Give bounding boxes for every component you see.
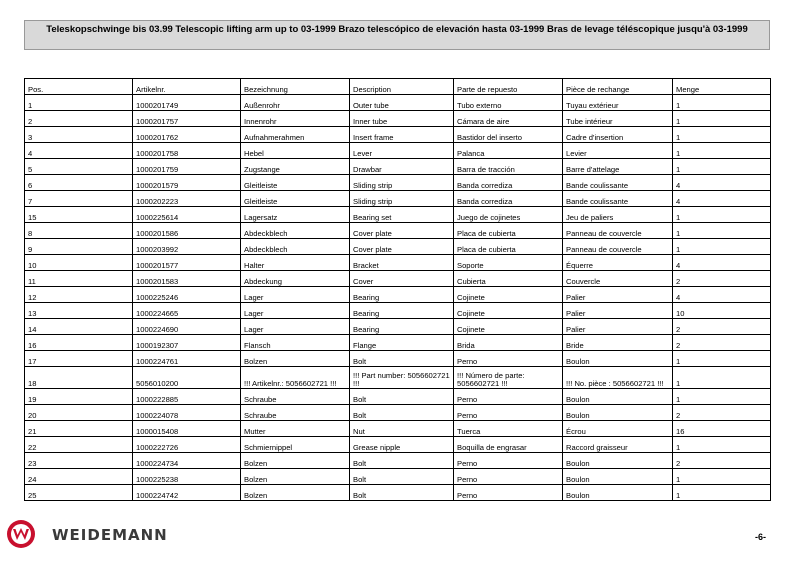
table-cell: Grease nipple (350, 437, 454, 453)
table-cell: Bolt (350, 453, 454, 469)
table-cell: 1000224665 (133, 303, 241, 319)
column-header: Artikelnr. (133, 79, 241, 95)
table-cell: 1 (673, 389, 771, 405)
table-row (25, 469, 771, 485)
table-cell: 1 (673, 111, 771, 127)
table-cell: Perno (454, 389, 563, 405)
column-header: Parte de repuesto (454, 79, 563, 95)
table-cell: Cadre d'insertion (563, 127, 673, 143)
table-row (25, 127, 771, 143)
table-cell: 1000224742 (133, 485, 241, 501)
parts-table-body (25, 95, 771, 501)
table-row (25, 239, 771, 255)
table-cell: Cubierta (454, 271, 563, 287)
column-header: Pièce de rechange (563, 79, 673, 95)
table-cell: 14 (25, 319, 133, 335)
table-cell: Boulon (563, 485, 673, 501)
table-cell: Soporte (454, 255, 563, 271)
table-cell: Tube intérieur (563, 111, 673, 127)
table-cell: 13 (25, 303, 133, 319)
table-cell: Perno (454, 453, 563, 469)
table-cell: Panneau de couvercle (563, 239, 673, 255)
table-row (25, 287, 771, 303)
table-cell: 1000202223 (133, 191, 241, 207)
table-cell: !!! No. pièce : 5056602721 !!! (563, 367, 673, 389)
table-cell: 1000224078 (133, 405, 241, 421)
table-cell: Bearing (350, 319, 454, 335)
table-cell: Lager (241, 303, 350, 319)
table-cell: 5056010200 (133, 367, 241, 389)
table-cell: 1000201577 (133, 255, 241, 271)
table-cell: Bracket (350, 255, 454, 271)
table-cell: Cojinete (454, 319, 563, 335)
table-cell: Flansch (241, 335, 350, 351)
table-cell: Gleitleiste (241, 191, 350, 207)
table-cell: 15 (25, 207, 133, 223)
table-cell: Cover (350, 271, 454, 287)
table-cell: Zugstange (241, 159, 350, 175)
table-cell: Écrou (563, 421, 673, 437)
table-row (25, 223, 771, 239)
table-cell: 4 (25, 143, 133, 159)
column-header: Bezeichnung (241, 79, 350, 95)
table-cell: Boulon (563, 469, 673, 485)
table-cell: Bolzen (241, 469, 350, 485)
table-row (25, 95, 771, 111)
table-cell: 1000201758 (133, 143, 241, 159)
table-cell: Perno (454, 351, 563, 367)
table-cell: Bolzen (241, 351, 350, 367)
table-cell: Cámara de aire (454, 111, 563, 127)
table-row (25, 389, 771, 405)
table-row (25, 207, 771, 223)
table-row (25, 367, 771, 389)
table-row (25, 143, 771, 159)
table-cell: 1 (673, 351, 771, 367)
table-cell: 2 (673, 453, 771, 469)
table-cell: 1 (673, 223, 771, 239)
table-cell: 4 (673, 175, 771, 191)
table-cell: Perno (454, 485, 563, 501)
table-cell: Bolzen (241, 453, 350, 469)
table-cell: 2 (25, 111, 133, 127)
table-cell: Bastidor del inserto (454, 127, 563, 143)
table-cell: 1000201757 (133, 111, 241, 127)
table-cell: 1 (673, 367, 771, 389)
table-cell: 25 (25, 485, 133, 501)
table-cell: 9 (25, 239, 133, 255)
table-cell: Gleitleiste (241, 175, 350, 191)
table-cell: 24 (25, 469, 133, 485)
table-cell: 1000203992 (133, 239, 241, 255)
table-cell: Nut (350, 421, 454, 437)
table-cell: 10 (673, 303, 771, 319)
table-cell: Bearing (350, 303, 454, 319)
table-cell: Bolt (350, 351, 454, 367)
table-cell: 18 (25, 367, 133, 389)
table-row (25, 303, 771, 319)
table-cell: 1000225246 (133, 287, 241, 303)
table-cell: 1 (673, 239, 771, 255)
table-cell: 11 (25, 271, 133, 287)
table-row (25, 159, 771, 175)
table-cell: Abdeckblech (241, 223, 350, 239)
table-row (25, 255, 771, 271)
table-cell: Panneau de couvercle (563, 223, 673, 239)
table-cell: 1000192307 (133, 335, 241, 351)
table-cell: Bande coulissante (563, 175, 673, 191)
column-header: Description (350, 79, 454, 95)
parts-table-header (25, 79, 771, 95)
table-cell: Perno (454, 405, 563, 421)
table-cell: 5 (25, 159, 133, 175)
table-cell: 4 (673, 287, 771, 303)
table-cell: Cojinete (454, 287, 563, 303)
table-cell: Juego de cojinetes (454, 207, 563, 223)
table-cell: 1 (673, 127, 771, 143)
table-cell: Tuyau extérieur (563, 95, 673, 111)
table-cell: Jeu de paliers (563, 207, 673, 223)
table-cell: 2 (673, 405, 771, 421)
table-cell: Lever (350, 143, 454, 159)
table-cell: Outer tube (350, 95, 454, 111)
table-cell: Hebel (241, 143, 350, 159)
table-cell: Boulon (563, 389, 673, 405)
table-row (25, 351, 771, 367)
table-cell: Bolt (350, 485, 454, 501)
table-cell: Tuerca (454, 421, 563, 437)
brand-name: WEIDEMANN (52, 526, 168, 544)
table-cell: Abdeckblech (241, 239, 350, 255)
table-cell: Aufnahmerahmen (241, 127, 350, 143)
table-cell: 10 (25, 255, 133, 271)
table-row (25, 175, 771, 191)
header-row (25, 79, 771, 95)
table-cell: 17 (25, 351, 133, 367)
table-cell: 19 (25, 389, 133, 405)
table-row (25, 485, 771, 501)
table-cell: 1000222885 (133, 389, 241, 405)
table-cell: Drawbar (350, 159, 454, 175)
table-cell: Boquilla de engrasar (454, 437, 563, 453)
table-cell: Inner tube (350, 111, 454, 127)
table-cell: 1000224761 (133, 351, 241, 367)
parts-table (24, 78, 771, 501)
table-cell: Cover plate (350, 223, 454, 239)
table-cell: Bolt (350, 389, 454, 405)
table-cell: Perno (454, 469, 563, 485)
table-cell: 22 (25, 437, 133, 453)
table-cell: 1000224690 (133, 319, 241, 335)
table-cell: Schmiernippel (241, 437, 350, 453)
column-header: Menge (673, 79, 771, 95)
table-cell: Lager (241, 319, 350, 335)
table-cell: 3 (25, 127, 133, 143)
table-cell: Innenrohr (241, 111, 350, 127)
table-cell: Banda corrediza (454, 191, 563, 207)
table-cell: 1000201749 (133, 95, 241, 111)
table-cell: Tubo externo (454, 95, 563, 111)
table-cell: Palier (563, 303, 673, 319)
table-cell: Bolt (350, 469, 454, 485)
table-cell: 2 (673, 335, 771, 351)
table-cell: Banda corrediza (454, 175, 563, 191)
table-cell: Couvercle (563, 271, 673, 287)
table-cell: Brida (454, 335, 563, 351)
table-cell: Barra de tracción (454, 159, 563, 175)
table-cell: 1000222726 (133, 437, 241, 453)
table-cell: 2 (673, 319, 771, 335)
table-cell: Flange (350, 335, 454, 351)
table-cell: 1000201759 (133, 159, 241, 175)
table-cell: Bearing set (350, 207, 454, 223)
table-cell: Boulon (563, 453, 673, 469)
table-cell: 23 (25, 453, 133, 469)
table-row (25, 437, 771, 453)
table-row (25, 191, 771, 207)
table-cell: Bande coulissante (563, 191, 673, 207)
table-row (25, 111, 771, 127)
table-cell: 4 (673, 191, 771, 207)
table-cell: Équerre (563, 255, 673, 271)
table-row (25, 271, 771, 287)
table-cell: Insert frame (350, 127, 454, 143)
table-cell: 6 (25, 175, 133, 191)
table-cell: 16 (673, 421, 771, 437)
table-cell: Schraube (241, 405, 350, 421)
table-cell: 4 (673, 255, 771, 271)
table-cell: Raccord graisseur (563, 437, 673, 453)
table-cell: 16 (25, 335, 133, 351)
table-cell: Mutter (241, 421, 350, 437)
table-cell: Placa de cubierta (454, 239, 563, 255)
table-cell: Abdeckung (241, 271, 350, 287)
table-row (25, 421, 771, 437)
table-cell: !!! Artikelnr.: 5056602721 !!! (241, 367, 350, 389)
table-cell: Außenrohr (241, 95, 350, 111)
table-cell: Boulon (563, 405, 673, 421)
table-cell: 1 (673, 143, 771, 159)
table-cell: Levier (563, 143, 673, 159)
table-cell: 8 (25, 223, 133, 239)
table-cell: Schraube (241, 389, 350, 405)
table-cell: 1000201583 (133, 271, 241, 287)
table-cell: 1000224734 (133, 453, 241, 469)
table-cell: 20 (25, 405, 133, 421)
table-cell: 1 (673, 95, 771, 111)
page-number: -6- (755, 532, 766, 542)
table-cell: 1000201586 (133, 223, 241, 239)
table-row (25, 405, 771, 421)
weidemann-logo-icon (6, 519, 36, 549)
table-cell: Bolt (350, 405, 454, 421)
table-cell: 1000201762 (133, 127, 241, 143)
table-row (25, 453, 771, 469)
table-cell: Bride (563, 335, 673, 351)
table-cell: !!! Número de parte: 5056602721 !!! (454, 367, 563, 389)
table-cell: Placa de cubierta (454, 223, 563, 239)
table-cell: Palier (563, 319, 673, 335)
table-cell: 1 (673, 469, 771, 485)
table-cell: Halter (241, 255, 350, 271)
table-cell: 1000015408 (133, 421, 241, 437)
table-cell: 1000225614 (133, 207, 241, 223)
table-cell: Lager (241, 287, 350, 303)
table-cell: Cojinete (454, 303, 563, 319)
column-header: Pos. (25, 79, 133, 95)
table-cell: 1000225238 (133, 469, 241, 485)
table-cell: 21 (25, 421, 133, 437)
table-cell: 1 (673, 437, 771, 453)
table-cell: Bolzen (241, 485, 350, 501)
table-cell: Palanca (454, 143, 563, 159)
table-cell: 1 (673, 207, 771, 223)
table-cell: 7 (25, 191, 133, 207)
table-cell: Lagersatz (241, 207, 350, 223)
table-row (25, 335, 771, 351)
table-cell: Boulon (563, 351, 673, 367)
table-cell: Sliding strip (350, 175, 454, 191)
table-cell: Cover plate (350, 239, 454, 255)
table-cell: 2 (673, 271, 771, 287)
table-cell: 1 (673, 485, 771, 501)
table-cell: 1000201579 (133, 175, 241, 191)
table-cell: !!! Part number: 5056602721 !!! (350, 367, 454, 389)
table-cell: 1 (25, 95, 133, 111)
table-cell: 1 (673, 159, 771, 175)
page-title: Teleskopschwinge bis 03.99 Telescopic lifting arm up to 03-1999 Brazo telescópico de elevación hasta 03-1999 Bras de levage téléscopique jusqu'à 03-1999 (24, 20, 770, 50)
table-row (25, 319, 771, 335)
table-cell: 12 (25, 287, 133, 303)
table-cell: Bearing (350, 287, 454, 303)
table-cell: Palier (563, 287, 673, 303)
table-cell: Sliding strip (350, 191, 454, 207)
table-cell: Barre d'attelage (563, 159, 673, 175)
